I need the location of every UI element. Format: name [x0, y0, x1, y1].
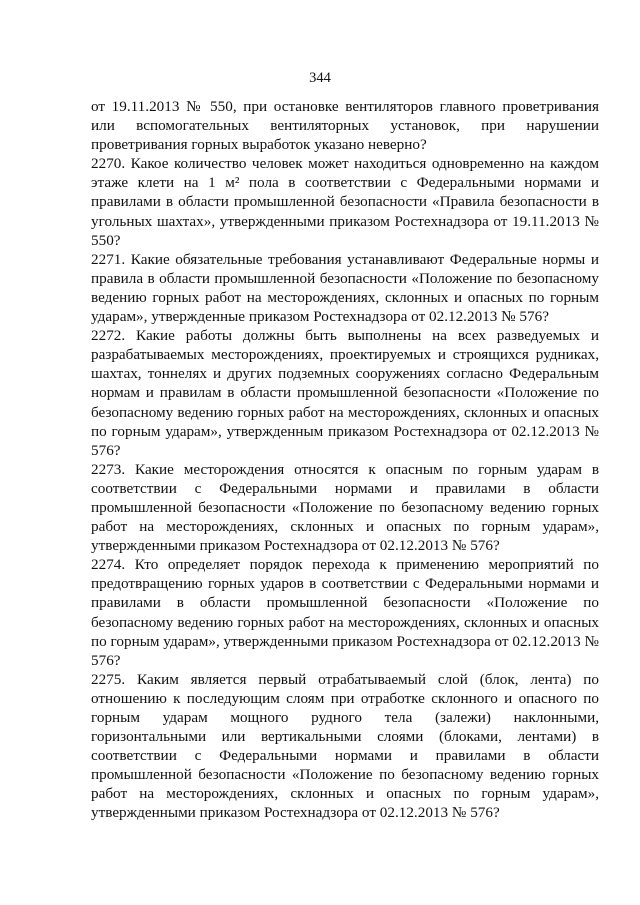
question-2273: 2273. Какие месторождения относятся к опасным по горным ударам в соответствии с Федеральными нормами и правилами в области промышленной безопасности «Положение по безопасному ведению горных работ на месторождениях, склонных и опасных по горным ударам», утвержденными приказом Ростехнадзора от 02.12.2013 № 576?	[91, 460, 599, 555]
question-2272: 2272. Какие работы должны быть выполнены на всех разведуемых и разрабатываемых месторождениях, проектируемых и строящихся рудниках, шахтах, тоннелях и других подземных сооружениях согласно Федеральным нормам и правилам в области промышленной безопасности «Положение по безопасному ведению горных работ на месторождениях, склонных и опасных по горным ударам», утвержденным приказом Ростехнадзора от 02.12.2013 № 576?	[91, 327, 599, 459]
question-2275: 2275. Каким является первый отрабатываемый слой (блок, лента) по отношению к последующим слоям при отработке склонного и опасного по горным ударам мощного рудного тела (залежи) наклонными, горизонтальными или вертикальными слоями (блоками, лентами) в соответствии с Федеральными нормами и правилами в области промышленной безопасности «Положение по безопасному ведению горных работ на месторождениях, склонных и опасных по горным ударам», утвержденными приказом Ростехнадзора от 02.12.2013 № 576?	[91, 670, 599, 822]
document-body	[91, 97, 599, 823]
question-2271: 2271. Какие обязательные требования устанавливают Федеральные нормы и правила в области промышленной безопасности «Положение по безопасному ведению горных работ на месторождениях, склонных и опасных по горным ударам», утвержденные приказом Ростехнадзора от 02.12.2013 № 576?	[91, 250, 599, 326]
page-number: 344	[309, 70, 331, 86]
question-2270: 2270. Какое количество человек может находиться одновременно на каждом этаже клети на 1 м² пола в соответствии с Федеральными нормами и правилами в области промышленной безопасности «Правила безопасности в угольных шахтах», утвержденными приказом Ростехнадзора от 19.11.2013 № 550?	[91, 155, 599, 249]
question-2274: 2274. Кто определяет порядок перехода к применению мероприятий по предотвращению горных ударов в соответствии с Федеральными нормами и правилами в области промышленной безопасности «Положение по безопасному ведению горных работ на месторождениях, склонных и опасных по горным ударам», утвержденными приказом Ростехнадзора от 02.12.2013 № 576?	[91, 556, 599, 669]
paragraph-continuation: от 19.11.2013 № 550, при остановке вентиляторов главного проветривания или вспомогательных вентиляторных установок, при нарушении проветривания горных выработок указано неверно?	[91, 98, 599, 154]
